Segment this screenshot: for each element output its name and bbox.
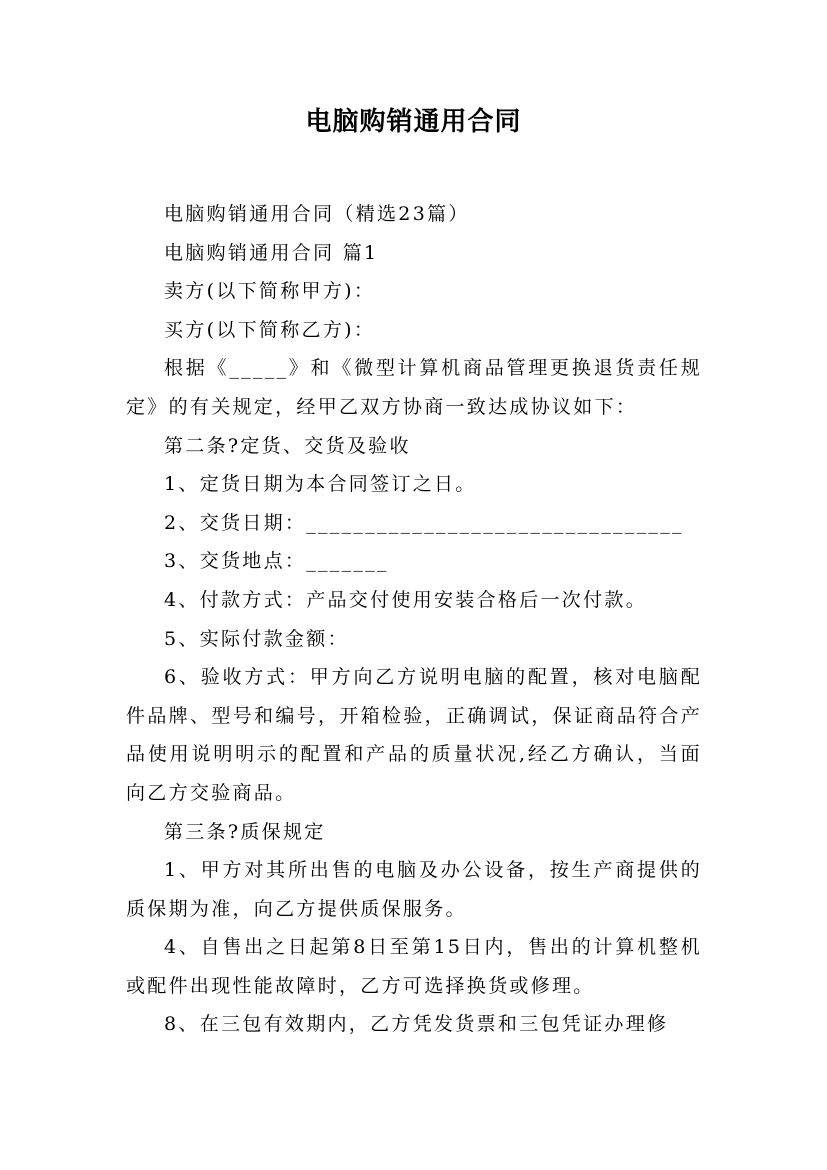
paragraph-payment-method: 4、付款方式：产品交付使用安装合格后一次付款。: [164, 588, 647, 611]
paragraph-subtitle: 电脑购销通用合同（精选23篇）: [164, 203, 470, 225]
paragraph-warranty-8: 8、在三包有效期内，乙方凭发货票和三包凭证办理修: [164, 1013, 669, 1036]
paragraph-warranty-1: 1、甲方对其所出售的电脑及办公设备，按生产商提供的质保期为准，向乙方提供质保服务。: [126, 859, 702, 920]
paragraph-seller: 卖方(以下简称甲方)：: [164, 280, 376, 303]
paragraph-article-3-heading: 第三条?质保规定: [164, 820, 326, 843]
paragraph-article-2-heading: 第二条?定货、交货及验收: [164, 434, 411, 457]
paragraph-delivery-place: 3、交货地点：_______: [164, 550, 389, 573]
paragraph-section-heading: 电脑购销通用合同 篇1: [164, 241, 379, 264]
document-title: 电脑购销通用合同: [305, 107, 522, 137]
paragraph-warranty-4: 4、自售出之日起第8日至第15日内，售出的计算机整机或配件出现性能故障时，乙方可选择换货或修理。: [126, 936, 702, 997]
paragraph-preamble: 根据《_____》和《微型计算机商品管理更换退货责任规定》的有关规定，经甲乙双方协商一致达成协议如下：: [126, 357, 702, 418]
paragraph-order-date: 1、定货日期为本合同签订之日。: [164, 473, 477, 496]
paragraph-delivery-date: 2、交货日期：________________________________: [164, 511, 684, 534]
document-body: [126, 195, 702, 1044]
paragraph-inspection: 6、验收方式：甲方向乙方说明电脑的配置，核对电脑配件品牌、型号和编号，开箱检验，正确调试，保证商品符合产品使用说明明示的配置和产品的质量状况,经乙方确认，当面向乙方交验商品。: [126, 666, 702, 804]
paragraph-payment-amount: 5、实际付款金额：: [164, 627, 349, 650]
paragraph-buyer: 买方(以下简称乙方)：: [164, 318, 376, 341]
